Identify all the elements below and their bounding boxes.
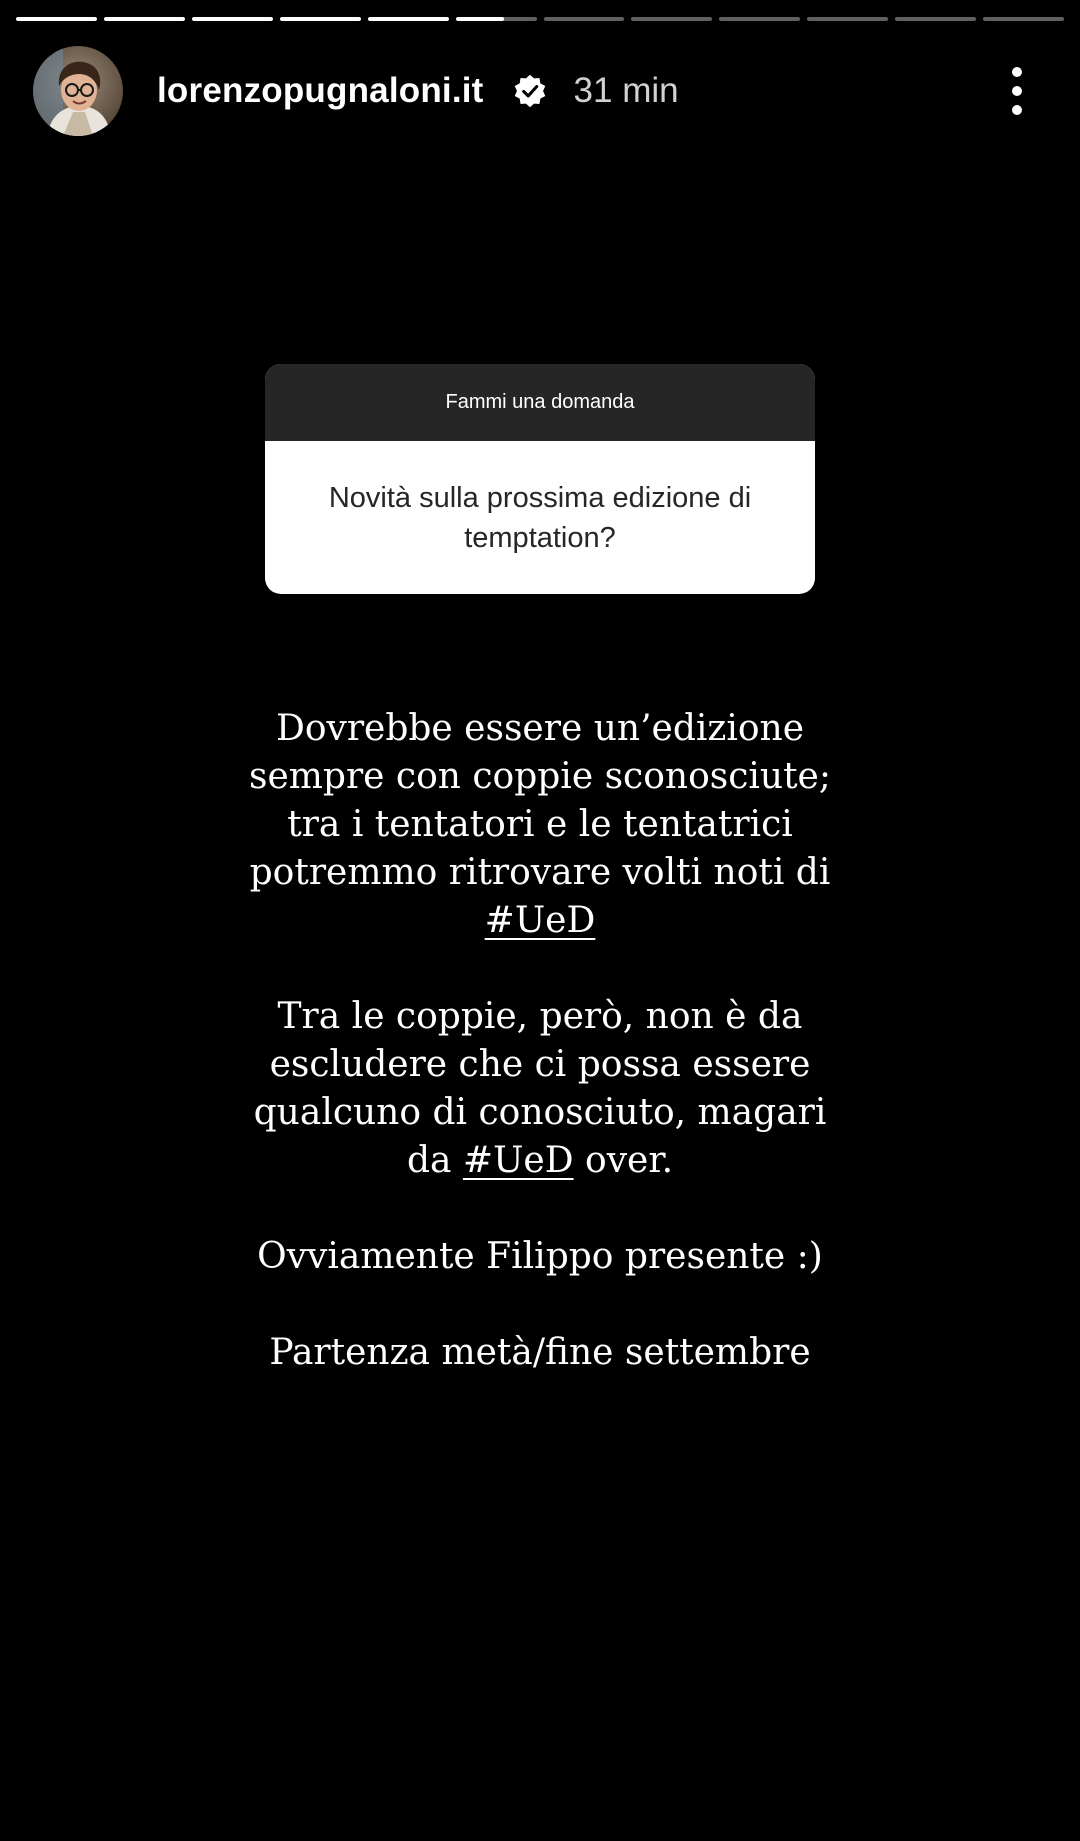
progress-segment-1 bbox=[16, 17, 97, 21]
answer-text bbox=[240, 705, 840, 1377]
more-dot bbox=[1012, 67, 1022, 77]
verified-badge-icon bbox=[512, 73, 548, 109]
question-sticker-text: Novità sulla prossima edizione di temptation? bbox=[328, 481, 752, 554]
story-progress-bar bbox=[16, 17, 1064, 21]
progress-segment-10 bbox=[807, 17, 888, 21]
more-options-icon[interactable] bbox=[1010, 67, 1024, 115]
answer-paragraph-4: Partenza metà/fine settembre bbox=[269, 1332, 811, 1373]
story-header bbox=[33, 45, 1080, 137]
question-sticker[interactable] bbox=[265, 364, 815, 594]
hashtag-ued-link[interactable]: #UeD bbox=[484, 900, 596, 941]
progress-segment-2 bbox=[104, 17, 185, 21]
progress-segment-12 bbox=[983, 17, 1064, 21]
progress-segment-9 bbox=[719, 17, 800, 21]
answer-paragraph-1-text: Dovrebbe essere un’edizione sempre con coppie sconosciute; tra i tentatori e le tentatrici potremmo ritrovare volti noti di bbox=[249, 708, 831, 893]
post-time: 31 min bbox=[573, 71, 679, 110]
answer-paragraph-2-text: Tra le coppie, però, non è da escludere che ci possa essere qualcuno di conosciuto, magari da bbox=[253, 996, 827, 1181]
hashtag-ued-link[interactable]: #UeD bbox=[462, 1140, 574, 1181]
progress-segment-6 bbox=[456, 17, 537, 21]
progress-segment-11 bbox=[895, 17, 976, 21]
progress-segment-4 bbox=[280, 17, 361, 21]
answer-paragraph-2 bbox=[240, 993, 840, 1185]
username[interactable]: lorenzopugnaloni.it bbox=[157, 71, 484, 110]
answer-paragraph-3: Ovviamente Filippo presente :) bbox=[257, 1236, 823, 1277]
progress-segment-5 bbox=[368, 17, 449, 21]
more-dot bbox=[1012, 105, 1022, 115]
question-sticker-title: Fammi una domanda bbox=[265, 364, 815, 441]
progress-segment-8 bbox=[631, 17, 712, 21]
more-dot bbox=[1012, 86, 1022, 96]
answer-paragraph-1 bbox=[240, 705, 840, 945]
progress-segment-7 bbox=[544, 17, 625, 21]
answer-paragraph-2-tail: over. bbox=[585, 1140, 674, 1181]
avatar[interactable] bbox=[33, 46, 123, 136]
progress-segment-3 bbox=[192, 17, 273, 21]
